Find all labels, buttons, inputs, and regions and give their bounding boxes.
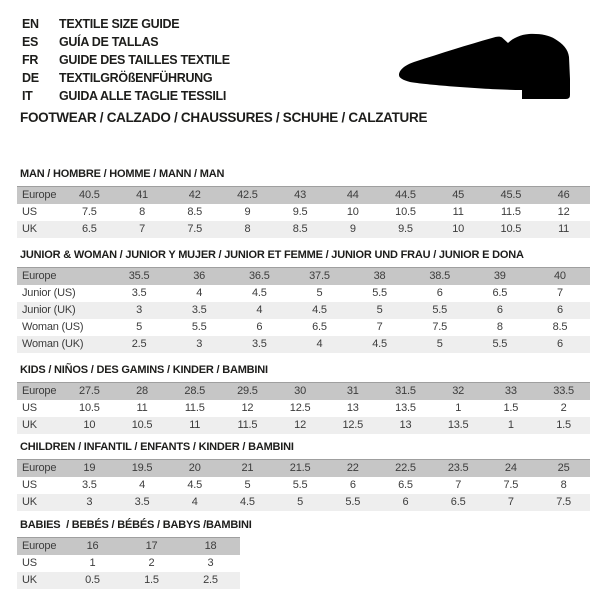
size-cell: 6.5: [63, 221, 116, 238]
size-cell: 7.5: [485, 477, 538, 494]
size-cell: 21: [221, 460, 274, 477]
size-section-man: [17, 168, 590, 238]
size-cell: 10.5: [63, 400, 116, 417]
table-row: [17, 538, 240, 555]
size-cell: 2: [537, 400, 590, 417]
language-row-de: [22, 69, 230, 87]
size-cell: 6: [530, 302, 590, 319]
size-cell: 4: [169, 285, 229, 302]
row-label: UK: [17, 572, 63, 589]
table-row: [17, 400, 590, 417]
size-cell: 10: [326, 204, 379, 221]
size-cell: 5: [109, 319, 169, 336]
table-row: [17, 221, 590, 238]
table-row: [17, 477, 590, 494]
language-code: FR: [22, 53, 39, 67]
category-title: FOOTWEAR / CALZADO / CHAUSSURES / SCHUHE / CALZATURE: [20, 110, 428, 125]
section-title: JUNIOR & WOMAN / JUNIOR Y MUJER / JUNIOR ET FEMME / JUNIOR UND FRAU / JUNIOR E DONA: [20, 249, 524, 261]
size-cell: 27.5: [63, 383, 116, 400]
row-label: Europe: [17, 460, 63, 477]
table-row: [17, 555, 240, 572]
language-code: ES: [22, 35, 39, 49]
size-cell: 6.5: [432, 494, 485, 511]
size-cell: 38.5: [410, 268, 470, 285]
size-cell: 45.5: [485, 187, 538, 204]
size-cell: 31: [326, 383, 379, 400]
row-label: Europe: [17, 383, 63, 400]
size-table-man: [17, 186, 590, 238]
size-cell: 12: [537, 204, 590, 221]
row-label: UK: [17, 494, 63, 511]
size-cell: 1.5: [122, 572, 181, 589]
size-cell: 5.5: [470, 336, 530, 353]
size-cell: 11: [116, 400, 169, 417]
size-cell: 7: [485, 494, 538, 511]
size-cell: 6: [326, 477, 379, 494]
size-cell: 7: [432, 477, 485, 494]
size-cell: 13: [326, 400, 379, 417]
size-cell: 4.5: [229, 285, 289, 302]
size-cell: 1: [485, 417, 538, 434]
size-cell: 3.5: [116, 494, 169, 511]
table-row: [17, 336, 590, 353]
size-cell: 3: [63, 494, 116, 511]
size-section-junior-woman: [17, 249, 590, 353]
size-cell: 3: [109, 302, 169, 319]
language-label: TEXTILE SIZE GUIDE: [59, 17, 180, 31]
size-table-children: [17, 459, 590, 511]
size-cell: 9.5: [379, 221, 432, 238]
size-cell: 10: [63, 417, 116, 434]
size-cell: 3.5: [109, 285, 169, 302]
table-row: [17, 494, 590, 511]
language-label: TEXTILGRÖßENFÜHRUNG: [59, 71, 213, 85]
size-cell: 11: [432, 204, 485, 221]
size-cell: 8: [221, 221, 274, 238]
size-cell: 4.5: [168, 477, 221, 494]
size-cell: 2: [122, 555, 181, 572]
size-cell: 3.5: [169, 302, 229, 319]
size-cell: 36: [169, 268, 229, 285]
section-title: BABIES / BEBÉS / BÉBÉS / BABYS /BAMBINI: [20, 519, 252, 531]
size-cell: 44: [326, 187, 379, 204]
language-label: GUIDA ALLE TAGLIE TESSILI: [59, 89, 227, 103]
dress-shoe-icon: [397, 33, 575, 103]
size-cell: 6.5: [470, 285, 530, 302]
size-cell: 5: [410, 336, 470, 353]
size-cell: 11: [168, 417, 221, 434]
row-label: Europe: [17, 187, 63, 204]
row-label: Junior (US): [17, 285, 109, 302]
size-cell: 22: [326, 460, 379, 477]
size-cell: 30: [274, 383, 327, 400]
language-list: [22, 15, 230, 105]
size-cell: 6: [379, 494, 432, 511]
size-cell: 21.5: [274, 460, 327, 477]
size-cell: 11: [537, 221, 590, 238]
row-label: Europe: [17, 538, 63, 555]
table-row: [17, 302, 590, 319]
size-cell: 31.5: [379, 383, 432, 400]
size-cell: 33.5: [537, 383, 590, 400]
size-cell: 6.5: [379, 477, 432, 494]
table-row: [17, 383, 590, 400]
language-code: IT: [22, 89, 33, 103]
size-cell: 46: [537, 187, 590, 204]
size-cell: 6: [530, 336, 590, 353]
language-code: EN: [22, 17, 39, 31]
row-label: US: [17, 477, 63, 494]
size-cell: 29.5: [221, 383, 274, 400]
size-cell: 12: [274, 417, 327, 434]
section-title: CHILDREN / INFANTIL / ENFANTS / KINDER / BAMBINI: [20, 441, 294, 453]
size-cell: 6: [410, 285, 470, 302]
size-cell: 24: [485, 460, 538, 477]
size-cell: 28.5: [168, 383, 221, 400]
size-cell: 12.5: [274, 400, 327, 417]
size-cell: 19.5: [116, 460, 169, 477]
size-cell: 40: [530, 268, 590, 285]
row-label: Europe: [17, 268, 109, 285]
size-cell: 4: [116, 477, 169, 494]
size-cell: 8: [537, 477, 590, 494]
size-cell: 8.5: [274, 221, 327, 238]
row-label: US: [17, 204, 63, 221]
size-table-junior-woman: [17, 267, 590, 353]
size-cell: 8.5: [530, 319, 590, 336]
size-cell: 33: [485, 383, 538, 400]
size-cell: 11.5: [221, 417, 274, 434]
language-code: DE: [22, 71, 39, 85]
table-row: [17, 285, 590, 302]
size-cell: 4.5: [350, 336, 410, 353]
size-cell: 5: [221, 477, 274, 494]
size-cell: 45: [432, 187, 485, 204]
size-cell: 6.5: [289, 319, 349, 336]
size-cell: 3: [169, 336, 229, 353]
size-cell: 5: [274, 494, 327, 511]
size-cell: 5: [289, 285, 349, 302]
size-cell: 41: [116, 187, 169, 204]
size-cell: 10.5: [379, 204, 432, 221]
size-cell: 11.5: [168, 400, 221, 417]
size-cell: 8.5: [168, 204, 221, 221]
row-label: Junior (UK): [17, 302, 109, 319]
size-cell: 7.5: [168, 221, 221, 238]
size-section-kids: [17, 364, 590, 434]
size-cell: 7: [116, 221, 169, 238]
size-cell: 18: [181, 538, 240, 555]
size-cell: 4.5: [289, 302, 349, 319]
size-cell: 37.5: [289, 268, 349, 285]
size-cell: 22.5: [379, 460, 432, 477]
size-cell: 10.5: [116, 417, 169, 434]
size-cell: 7.5: [410, 319, 470, 336]
size-section-children: [17, 441, 590, 511]
size-cell: 9.5: [274, 204, 327, 221]
size-cell: 9: [221, 204, 274, 221]
size-cell: 44.5: [379, 187, 432, 204]
size-cell: 2.5: [181, 572, 240, 589]
size-cell: 8: [116, 204, 169, 221]
size-cell: 28: [116, 383, 169, 400]
row-label: UK: [17, 221, 63, 238]
size-cell: 0.5: [63, 572, 122, 589]
size-cell: 40.5: [63, 187, 116, 204]
table-row: [17, 417, 590, 434]
size-cell: 16: [63, 538, 122, 555]
size-cell: 7: [530, 285, 590, 302]
language-label: GUÍA DE TALLAS: [59, 35, 159, 49]
size-cell: 13.5: [379, 400, 432, 417]
language-row-en: [22, 15, 230, 33]
size-cell: 6: [229, 319, 289, 336]
size-cell: 1.5: [537, 417, 590, 434]
language-row-es: [22, 33, 230, 51]
size-cell: 32: [432, 383, 485, 400]
language-row-it: [22, 87, 230, 105]
row-label: US: [17, 400, 63, 417]
size-cell: 4: [168, 494, 221, 511]
table-row: [17, 460, 590, 477]
size-cell: 12.5: [326, 417, 379, 434]
size-cell: 3.5: [229, 336, 289, 353]
size-cell: 3.5: [63, 477, 116, 494]
size-cell: 1: [63, 555, 122, 572]
size-cell: 11.5: [485, 204, 538, 221]
size-cell: 43: [274, 187, 327, 204]
size-cell: 12: [221, 400, 274, 417]
size-cell: 1: [432, 400, 485, 417]
size-cell: 42.5: [221, 187, 274, 204]
size-section-babies: [17, 519, 252, 589]
size-cell: 4: [289, 336, 349, 353]
table-row: [17, 187, 590, 204]
language-row-fr: [22, 51, 230, 69]
size-cell: 1.5: [485, 400, 538, 417]
size-cell: 9: [326, 221, 379, 238]
size-cell: 10: [432, 221, 485, 238]
size-cell: 20: [168, 460, 221, 477]
size-cell: 7: [350, 319, 410, 336]
size-table-kids: [17, 382, 590, 434]
size-cell: 7.5: [63, 204, 116, 221]
size-cell: 23.5: [432, 460, 485, 477]
size-cell: 19: [63, 460, 116, 477]
dress-shoe-silhouette: [399, 34, 570, 99]
size-cell: 8: [470, 319, 530, 336]
size-cell: 10.5: [485, 221, 538, 238]
size-cell: 5.5: [169, 319, 229, 336]
size-cell: 6: [470, 302, 530, 319]
size-cell: 5.5: [350, 285, 410, 302]
size-cell: 3: [181, 555, 240, 572]
row-label: Woman (UK): [17, 336, 109, 353]
size-cell: 5: [350, 302, 410, 319]
table-row: [17, 268, 590, 285]
size-cell: 4: [229, 302, 289, 319]
size-cell: 42: [168, 187, 221, 204]
section-title: MAN / HOMBRE / HOMME / MANN / MAN: [20, 168, 225, 180]
size-cell: 17: [122, 538, 181, 555]
size-cell: 13: [379, 417, 432, 434]
size-cell: 5.5: [274, 477, 327, 494]
row-label: US: [17, 555, 63, 572]
size-cell: 5.5: [410, 302, 470, 319]
row-label: UK: [17, 417, 63, 434]
size-cell: 5.5: [326, 494, 379, 511]
size-cell: 36.5: [229, 268, 289, 285]
size-cell: 7.5: [537, 494, 590, 511]
size-cell: 35.5: [109, 268, 169, 285]
size-cell: 4.5: [221, 494, 274, 511]
table-row: [17, 319, 590, 336]
size-cell: 2.5: [109, 336, 169, 353]
size-table-babies: [17, 537, 240, 589]
row-label: Woman (US): [17, 319, 109, 336]
size-cell: 39: [470, 268, 530, 285]
table-row: [17, 572, 240, 589]
size-cell: 25: [537, 460, 590, 477]
size-cell: 38: [350, 268, 410, 285]
size-cell: 13.5: [432, 417, 485, 434]
section-title: KIDS / NIÑOS / DES GAMINS / KINDER / BAMBINI: [20, 364, 268, 376]
language-label: GUIDE DES TAILLES TEXTILE: [59, 53, 230, 67]
table-row: [17, 204, 590, 221]
